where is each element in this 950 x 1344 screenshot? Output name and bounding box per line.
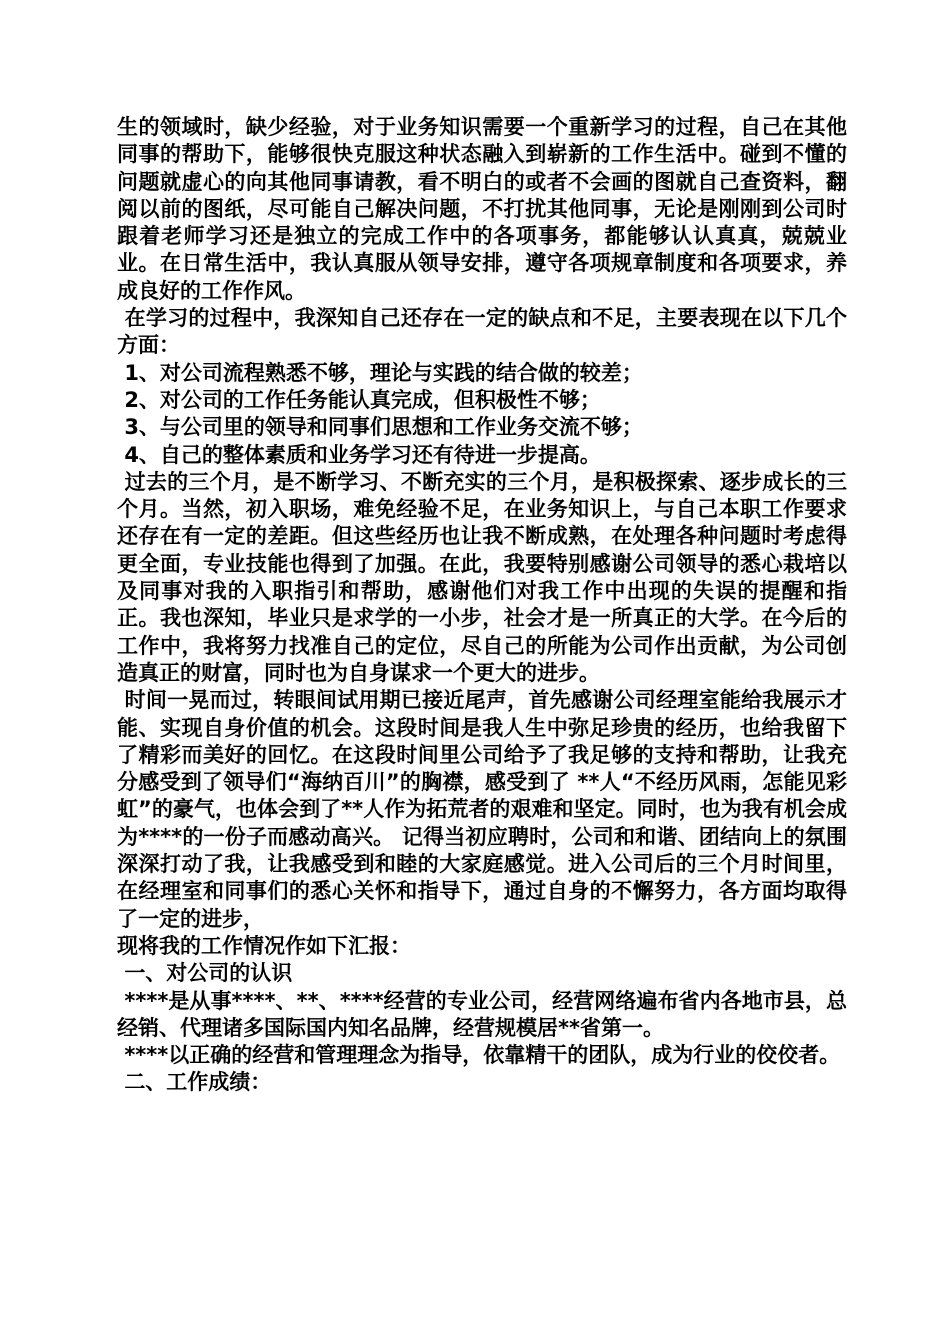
paragraph-company-1: ****是从事****、**、****经营的专业公司，经营网络遍布省内各地市县，总经销、代理诸多国际国内知名品牌，经营规模居**省第一。 (117, 988, 847, 1040)
section-heading-2: 二、工作成绩： (117, 1070, 272, 1095)
paragraph-company-2: ****以正确的经营和管理理念为指导，依靠精干的团队，成为行业的佼佼者。 (117, 1043, 841, 1068)
paragraph-intro: 生的领域时，缺少经验，对于业务知识需要一个重新学习的过程，自己在其他同事的帮助下，能够很快克服这种状态融入到崭新的工作生活中。碰到不懂的问题就虚心的向其他同事请教，看不明白的或者不会画的图就自己查资料，翻阅以前的图纸，尽可能自己解决问题，不打扰其他同事，无论是刚刚到公司时跟着老师学习还是独立的完成工作中的各项事务，都能够认认真真，兢兢业业。在日常生活中，我认真服从领导安排，遵守各项规章制度和各项要求，养成良好的工作作风。 (117, 115, 847, 303)
document-body (117, 114, 847, 1097)
paragraph-three-months: 过去的三个月，是不断学习、不断充实的三个月，是积极探索、逐步成长的三个月。当然，初入职场，难免经验不足，在业务知识上，与自己本职工作要求还存在有一定的差距。但这些经历也让我不断成熟，在处理各种问题时考虑得更全面，专业技能也得到了加强。在此，我要特别感谢公司领导的悉心栽培以及同事对我的入职指引和帮助，感谢他们对我工作中出现的失误的提醒和指正。我也深知，毕业只是求学的一小步，社会才是一所真正的大学。在今后的工作中，我将努力找准自己的定位，尽自己的所能为公司作出贡献，为公司创造真正的财富，同时也为自身谋求一个更大的进步。 (117, 469, 848, 685)
paragraph-probation: 时间一晃而过，转眼间试用期已接近尾声，首先感谢公司经理室能给我展示才能、实现自身价值的机会。这段时间是我人生中弥足珍贵的经历，也给我留下了精彩而美好的回忆。在这段时间里公司给予了我足够的支持和帮助，让我充分感受到了领导们“海纳百川”的胸襟，感受到了 **人“不经历风雨，怎能见彩虹”的豪气，也体会到了**人作为拓荒者的艰难和坚定。同时，也为我有机会成为****的一份子而感动高兴。 记得当初应聘时，公司和和谐、团结向上的氛围深深打动了我，让我感受到和睦的大家庭感觉。进入公司后的三个月时间里，在经理室和同事们的悉心关怀和指导下，通过自身的不懈努力，各方面均取得了一定的进步， (117, 688, 848, 931)
list-item-1: 1、对公司流程熟悉不够，理论与实践的结合做的较差； (117, 360, 643, 385)
list-item-4: 4、自己的整体素质和业务学习还有待进一步提高。 (117, 442, 601, 467)
section-heading-1: 一、对公司的认识 (117, 961, 293, 986)
list-item-2: 2、对公司的工作任务能认真完成，但积极性不够； (117, 387, 601, 412)
paragraph-shortcomings-intro: 在学习的过程中，我深知自己还存在一定的缺点和不足，主要表现在以下几个方面： (117, 306, 848, 358)
list-item-3: 3、与公司里的领导和同事们思想和工作业务交流不够； (117, 415, 643, 440)
paragraph-report-intro: 现将我的工作情况作如下汇报： (117, 933, 411, 958)
